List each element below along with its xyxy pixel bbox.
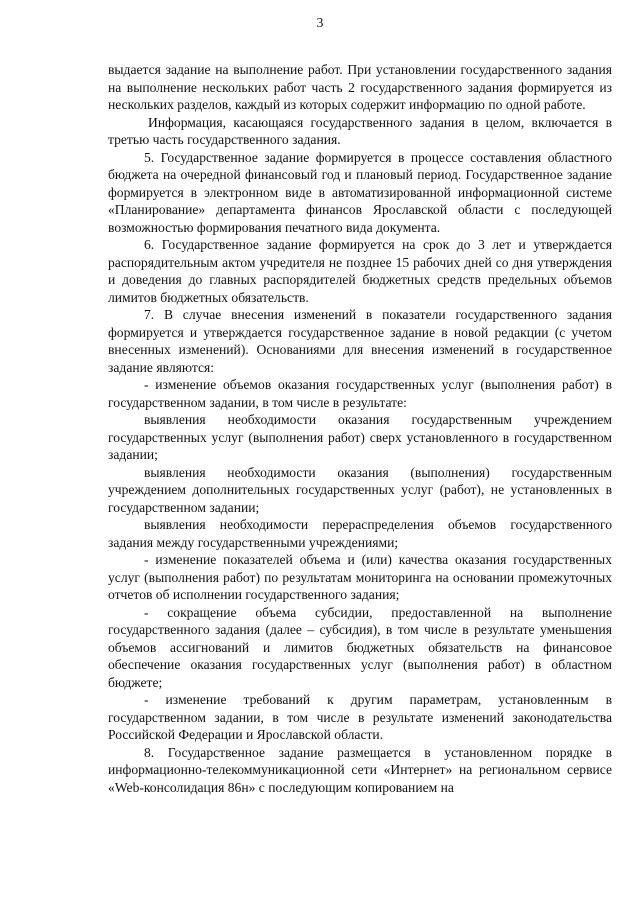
paragraph: 7. В случае внесения изменений в показатели государственного задания формируется и утверждается государственное задание в новой редакции (с учетом внесенных изменений). Основаниями для внесения изменений в государственное задание являются: [108,307,612,375]
list-item: - изменение показателей объема и (или) качества оказания государственных услуг (выполнения работ) по результатам мониторинга на основании промежуточных отчетов об исполнении государственного задания; [108,552,612,602]
list-item: - изменение объемов оказания государственных услуг (выполнения работ) в государственном задании, в том числе в результате: [108,377,612,410]
paragraph: выдается задание на выполнение работ. При установлении государственного задания на выполнение нескольких работ часть 2 государственного задания формируется из нескольких разделов, каждый из которых содержит информацию по одной работе. [108,62,612,112]
document-body [108,61,612,796]
paragraph: 5. Государственное задание формируется в процессе составления областного бюджета на очередной финансовый год и плановый период. Государственное задание формируется в электронном виде в автоматизированной информационной системе «Планирование» департамента финансов Ярославской области с последующей возможностью формирования печатного вида документа. [108,149,612,235]
paragraph: 8. Государственное задание размещается в установленном порядке в информационно-телекоммуникационной сети «Интернет» на региональном сервисе «Web-консолидация 86н» с последующим копированием на [108,744,612,795]
list-item: - изменение требований к другим параметрам, установленным в государственном задании, в том числе в результате изменений законодательства Российской Федерации и Ярославской области. [108,692,612,742]
list-item: выявления необходимости перераспределения объемов государственного задания между государственными учреждениями; [108,517,612,550]
list-item: - сокращение объема субсидии, предоставленной на выполнение государственного задания (далее – субсидия), в том числе в результате уменьшения объемов ассигнований и лимитов бюджетных обязательств на финансовое обеспечение оказания государственных услуг (выполнения работ) в областном бюджете; [108,604,612,690]
list-item: выявления необходимости оказания государственным учреждением государственных услуг (выполнения работ) сверх установленного в государственном задании; [108,412,612,462]
page-number: 3 [316,15,324,30]
list-item: выявления необходимости оказания (выполнения) государственным учреждением дополнительных государственных услуг (работ), не установленных в государственном задании; [108,464,612,515]
paragraph: Информация, касающаяся государственного задания в целом, включается в третью часть государственного задания. [108,114,612,147]
paragraph: 6. Государственное задание формируется на срок до 3 лет и утверждается распорядительным актом учредителя не позднее 15 рабочих дней со дня утверждения и доведения до главных распорядителей бюджетных средств предельных объемов лимитов бюджетных обязательств. [108,237,612,305]
